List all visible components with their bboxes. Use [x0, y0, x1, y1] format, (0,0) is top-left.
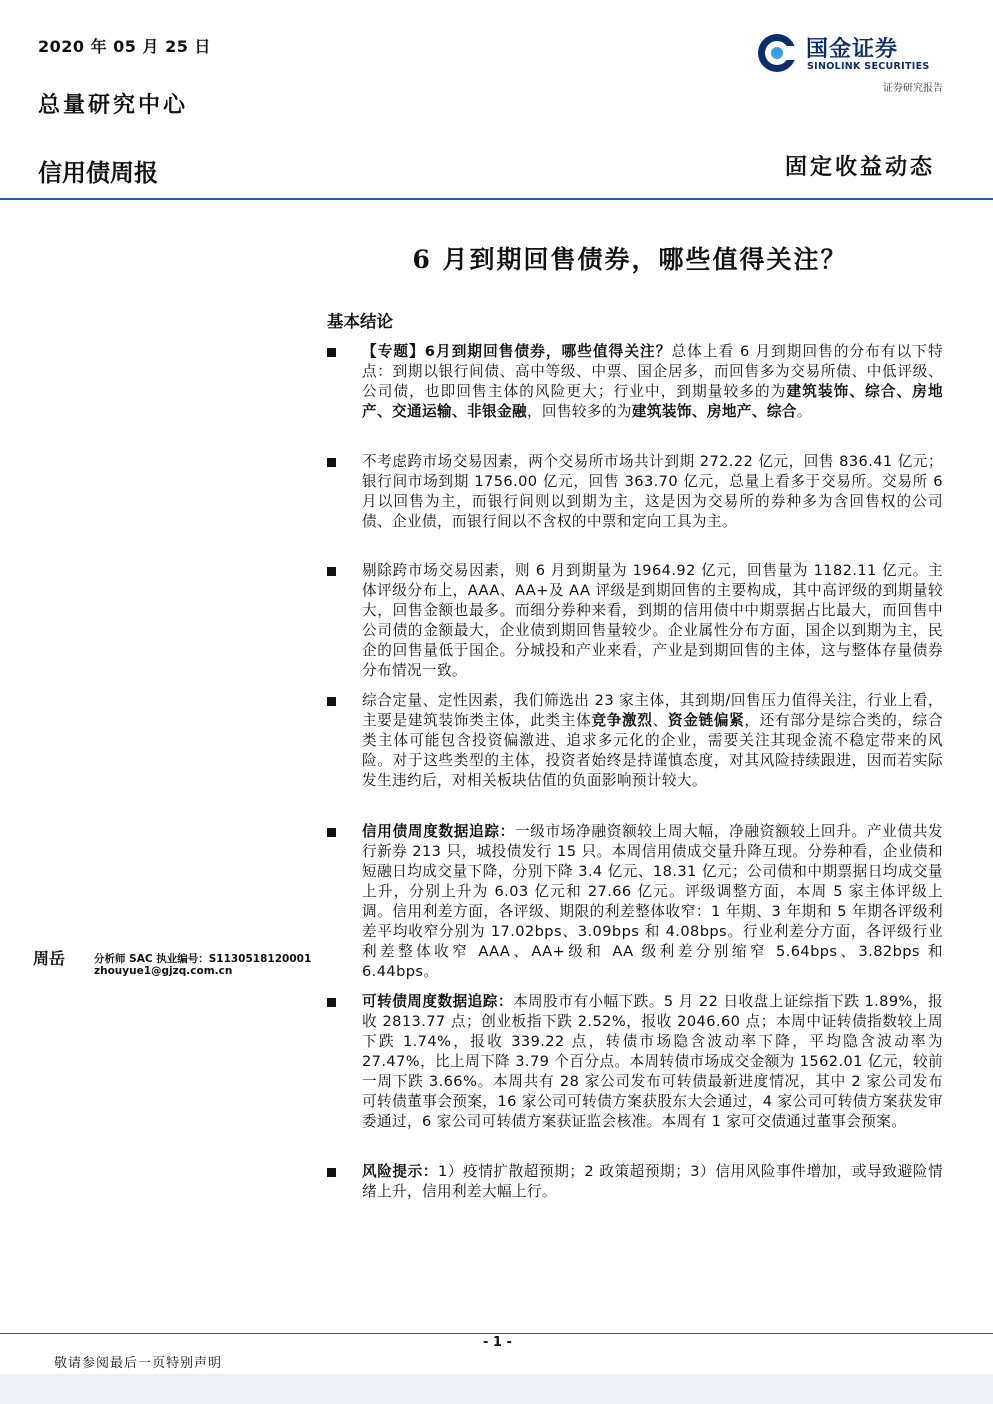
bullet-text-segment: 本周股市有小幅下跌。5 月 22 日收盘上证综指下跌 1.89%，报收 2813.77 点；创业板指下跌 2.52%，报收 2046.60 点；本周中证转债指数较上周下跌 1.74%，报收 339.22 点，转债市场隐含波动率下降，平均隐含波动率为 27.47%，比上周下降 3.79 个百分点。本周转债市场成交金额为 1562.01 亿元，较前一周下跌 3.66%。本周共有 28 家公司发布可转债最新进度情况，其中 2 家公司发布可转债董事会预案，16 家公司可转债方案获股东大会通过，4 家公司可转债方案获发审委通过，6 家公司可转债方案获证监会核准。本周有 1 家可交债通过董事会预案。: [362, 993, 943, 1130]
bullet-text-bold: 可转债周度数据追踪：: [362, 993, 513, 1010]
report-type: 信用债周报: [38, 159, 158, 187]
department-name: 总量研究中心: [38, 92, 189, 118]
bullet-square-icon: [327, 697, 336, 706]
bullet-item: [327, 691, 943, 791]
bullet-square-icon: [327, 828, 336, 837]
bullet-square-icon: [327, 998, 336, 1007]
bullet-square-icon: [327, 1168, 336, 1177]
bullet-text: [362, 452, 943, 532]
bullet-text-segment: 综合定量、定性因素，我们筛选出 23 家主体，其到期/回售压力值得关注，行业上看，主要是建筑装饰类主体，此类主体: [362, 692, 943, 729]
footer-divider: [0, 1333, 993, 1334]
bullet-text-segment: ，回售较多的为: [526, 403, 632, 420]
bullet-item: [327, 822, 943, 982]
bullet-text-bold: 信用债周度数据追踪：: [362, 823, 515, 840]
bullet-text-segment: 一级市场净融资额较上周大幅，净融资额较上回升。产业债共发行新券 213 只，城投债发行 15 只。本周信用债成交量升降互现。分券种看，企业债和短融日均成交量下降，分别下降 3.4 亿元、18.31 亿元；公司债和中期票据日均成交量上升，分别上升为 6.03 亿元和 27.66 亿元。评级调整方面，本周 5 家主体评级上调。信用利差方面，各评级、期限的利差整体收窄：1 年期、3 年期和 5 年期各评级利差平均收窄分别为 17.02bps、3.09bps 和 4.08bps。行业利差分方面，各评级行业利差整体收窄 AAA、AA+级和 AA 级利差分别缩窄 5.64bps、3.82bps 和 6.44bps。: [362, 823, 943, 980]
bullet-item: [327, 992, 943, 1132]
header-divider: [0, 198, 993, 200]
bullet-text: [362, 342, 943, 422]
analyst-registration: 分析师 SAC 执业编号：S1130518120001: [94, 953, 312, 965]
report-date: 2020 年 05 月 25 日: [38, 37, 211, 56]
footer-band: [0, 1374, 993, 1404]
bullet-text: [362, 1162, 943, 1202]
bullet-text: [362, 992, 943, 1132]
bullet-text-bold: 建筑装饰、房地产、综合: [631, 403, 797, 420]
bullet-item: [327, 342, 943, 422]
sinolink-logo-icon: [756, 32, 798, 74]
bullet-text-segment: 不考虑跨市场交易因素，两个交易所市场共计到期 272.22 亿元，回售 836.41 亿元；银行间市场到期 1756.00 亿元，回售 363.70 亿元，总量上看多于交易所。交易所 6 月以回售为主，而银行间则以到期为主，这是因为交易所的券种多为含回售权的公司债、企业债，而银行间以不含权的中票和定向工具为主。: [362, 453, 943, 530]
company-logo: [756, 30, 946, 78]
logo-english-name: SINOLINK SECURITIES: [807, 61, 930, 72]
author-name: 周岳: [33, 949, 66, 968]
bullet-text-bold: 竞争激烈: [591, 712, 653, 729]
bullet-square-icon: [327, 348, 336, 357]
bullet-text-segment: 剔除跨市场交易因素，则 6 月到期量为 1964.92 亿元，回售量为 1182.11 亿元。主体评级分布上，AAA、AA+及 AA 评级是到期回售的主要构成，其中高评级的到期量较大，回售金额也最多。而细分券种来看，到期的信用债中中期票据占比最大，而回售中公司债的金额最大，企业债到期回售量较少。企业属性分布方面，国企以到期为主，民企的回售量低于国企。分城投和产业来看，产业是到期回售的主体，这与整体存量债券分布情况一致。: [362, 562, 943, 679]
bullet-square-icon: [327, 458, 336, 467]
bullet-text-bold: 建筑装饰、综合、房地产、交通运输、非银金融: [362, 383, 943, 420]
bullet-text-bold: 风险提示：: [362, 1163, 438, 1180]
bullet-text-bold: 资金链偏紧: [667, 712, 745, 729]
section-title: 基本结论: [327, 312, 393, 331]
bullet-text-segment: ，还有部分是综合类的，综合类主体可能包含投资偏激进、追求多元化的企业，需要关注其现金流不稳定带来的风险。对于这些类型的主体，投资者始终是持谨慎态度，对其风险持续跟进，因而若实际发生违约后，对相关板块估值的负面影响预计较大。: [362, 712, 943, 789]
bullet-text-segment: 。: [796, 403, 812, 420]
footer-disclaimer: 敬请参阅最后一页特别声明: [54, 1356, 223, 1371]
report-category: 固定收益动态: [784, 154, 935, 180]
bullet-text: [362, 822, 943, 982]
bullet-item: [327, 452, 943, 532]
report-title: 6 月到期回售债券，哪些值得关注？: [412, 245, 848, 274]
bullet-text: [362, 561, 943, 681]
bullet-text-segment: 、: [652, 712, 668, 729]
author-email: zhouyue1@gjzq.com.cn: [94, 965, 233, 977]
bullet-text-bold: 【专题】6月到期回售债券，哪些值得关注？: [362, 343, 672, 360]
logo-chinese-name: 国金证券: [806, 37, 899, 62]
bullet-text-segment: 1）疫情扩散超预期；2 政策超预期；3）信用风险事件增加，或导致避险情绪上升，信用利差大幅上行。: [362, 1163, 943, 1200]
bullet-item: [327, 1162, 943, 1202]
page-number: - 1 -: [483, 1335, 512, 1350]
bullet-text: [362, 691, 943, 791]
bullet-item: [327, 561, 943, 681]
bullet-text-segment: 总体上看 6 月到期回售的分布有以下特点：到期以银行间债、高中等级、中票、国企居多，而回售多为交易所债、中低评级、公司债，也即回售主体的风险更大；行业中，到期量较多的为: [362, 343, 943, 400]
bullet-square-icon: [327, 567, 336, 576]
logo-subtitle: 证券研究报告: [883, 83, 943, 94]
